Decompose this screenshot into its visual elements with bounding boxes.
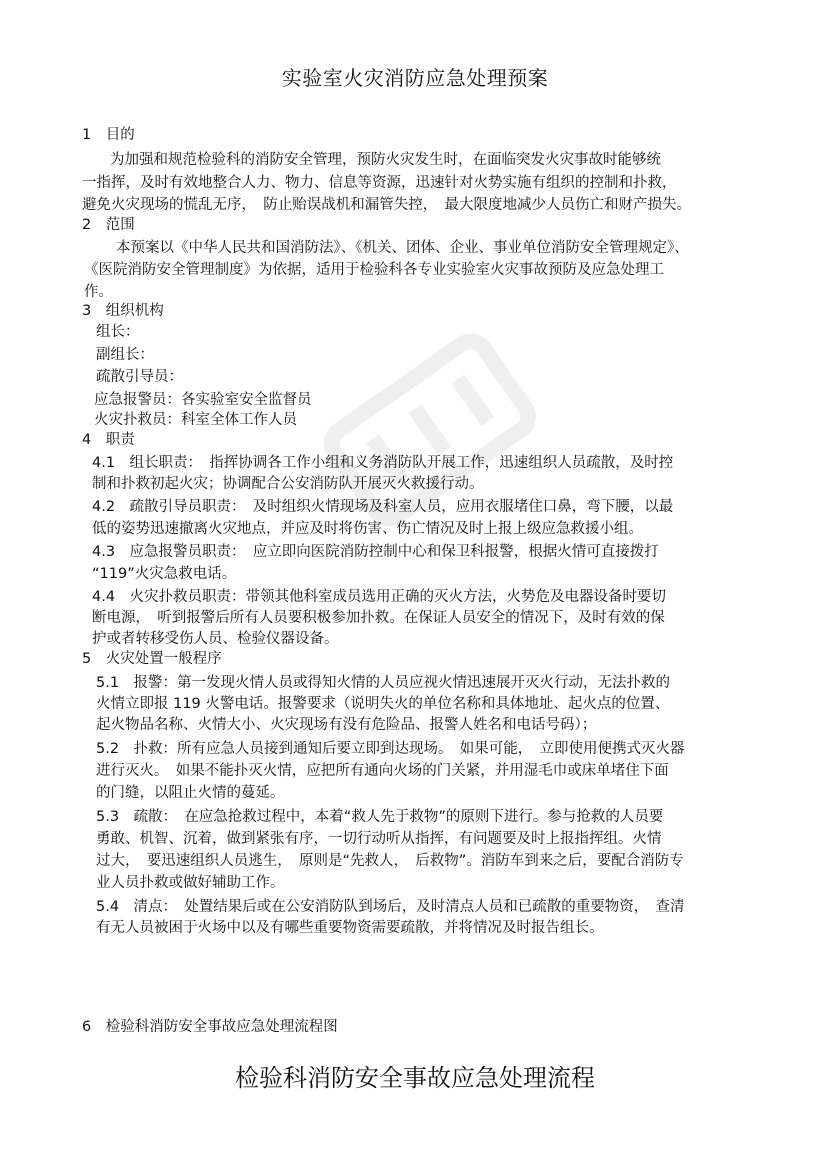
procedure-5-1: 5.1 报警：第一发现火情人员或得知火情的人员应视火情迅速展开灭火行动，无法扑救的 [96,675,671,691]
procedure-5-2: 5.2 扑救：所有应急人员接到通知后要立即到达现场。 如果可能， 立即使用便携式灭火器 [96,741,685,757]
section-heading-2: 2 范围 [82,217,135,233]
paragraph-line: 本预案以《中华人民共和国消防法》、《机关、团体、企业、事业单位消防安全管理规定》、 [116,240,689,256]
paragraph-line: 制和扑救初起火灾；协调配合公安消防队开展灭火救援行动。 [92,476,484,492]
section-heading-5: 5 火灾处置一般程序 [82,651,222,667]
paragraph-line: 低的姿势迅速撤离火灾地点，并应及时将伤害、伤亡情况及时上报上级应急救援小组。 [92,521,643,537]
section-heading-4: 4 职责 [82,432,135,448]
paragraph-line: 进行灭火。 如果不能扑灭火情，应把所有通向火场的门关紧，并用湿毛巾或床单堵住下面 [96,763,669,779]
org-role-leader: 组长： [96,324,140,340]
procedure-5-4: 5.4 清点： 处置结果后或在公安消防队到场后，及时清点人员和已疏散的重要物资， 查清 [96,899,685,915]
paragraph-line: 一指挥，及时有效地整合人力、物力、信息等资源，迅速针对火势实施有组织的控制和扑救， [82,175,677,191]
duty-4-4: 4.4 火灾扑救员职责：带领其他科室成员选用正确的灭火方法，火势危及电器设备时要切 [92,589,667,605]
section-heading-3: 3 组织机构 [82,303,164,319]
duty-4-2: 4.2 疏散引导员职责： 及时组织火情现场及科室人员，应用衣服堵住口鼻，弯下腰，以最 [92,499,674,515]
paragraph-line: 过大， 要迅速组织人员逃生， 原则是“先救人， 后救物”。消防车到来之后，要配合消防专 [96,853,684,869]
section-heading-6: 6 检验科消防安全事故应急处理流程图 [82,1019,338,1035]
procedure-5-3: 5.3 疏散： 在应急抢救过程中，本着“救人先于救物”的原则下进行。参与抢救的人员要 [96,809,664,825]
document-title: 实验室火灾消防应急处理预案 [281,66,549,90]
paragraph-line: 断电源， 听到报警后所有人员要积极参加扑救。在保证人员安全的情况下，及时有效的保 [92,610,665,626]
org-role-alarm: 应急报警员：各实验室安全监督员 [94,392,312,408]
org-role-deputy: 副组长： [96,347,154,363]
paragraph-line: 的门缝，以阻止火情的蔓延。 [96,785,285,801]
paragraph-line: 有无人员被困于火场中以及有哪些重要物资需要疏散，并将情况及时报告组长。 [96,920,604,936]
org-role-firefighter: 火灾扑救员：科室全体工作人员 [94,412,297,428]
paragraph-line: 起火物品名称、火情大小、火灾现场有没有危险品、报警人姓名和电话号码）； [96,717,597,733]
paragraph-line: 《医院消防安全管理制度》为依据，适用于检验科各专业实验室火灾事故预防及应急处理工 [84,262,664,278]
org-role-guide: 疏散引导员： [96,369,183,385]
duty-4-1: 4.1 组长职责： 指挥协调各工作小组和义务消防队开展工作，迅速组织人员疏散，及时控 [92,455,674,471]
section-heading-1: 1 目的 [82,127,135,143]
paragraph-line: 护或者转移受伤人员、检验仪器设备。 [92,631,339,647]
paragraph-line: 业人员扑救或做好辅助工作。 [96,875,285,891]
paragraph-line: 避免火灾现场的慌乱无序， 防止贻误战机和漏管失控， 最大限度地减少人员伤亡和财产损失。 [82,197,691,213]
flowchart-title: 检验科消防安全事故应急处理流程 [235,1064,595,1092]
duty-4-3: 4.3 应急报警员职责： 应立即向医院消防控制中心和保卫科报警，根据火情可直接拨打 [92,544,659,560]
paragraph-line: 火情立即报 119 火警电话。报警要求（说明失火的单位名称和具体地址、起火点的位置、 [96,696,670,712]
paragraph-line: 勇敢、机智、沉着，做到紧张有序，一切行动听从指挥，有问题要及时上报指挥组。火情 [96,831,662,847]
paragraph-line: “119”火灾急救电话。 [92,566,237,582]
paragraph-line: 作。 [84,284,113,300]
paragraph-line: 为加强和规范检验科的消防安全管理，预防火灾发生时，在面临突发火灾事故时能够统 [110,152,661,168]
